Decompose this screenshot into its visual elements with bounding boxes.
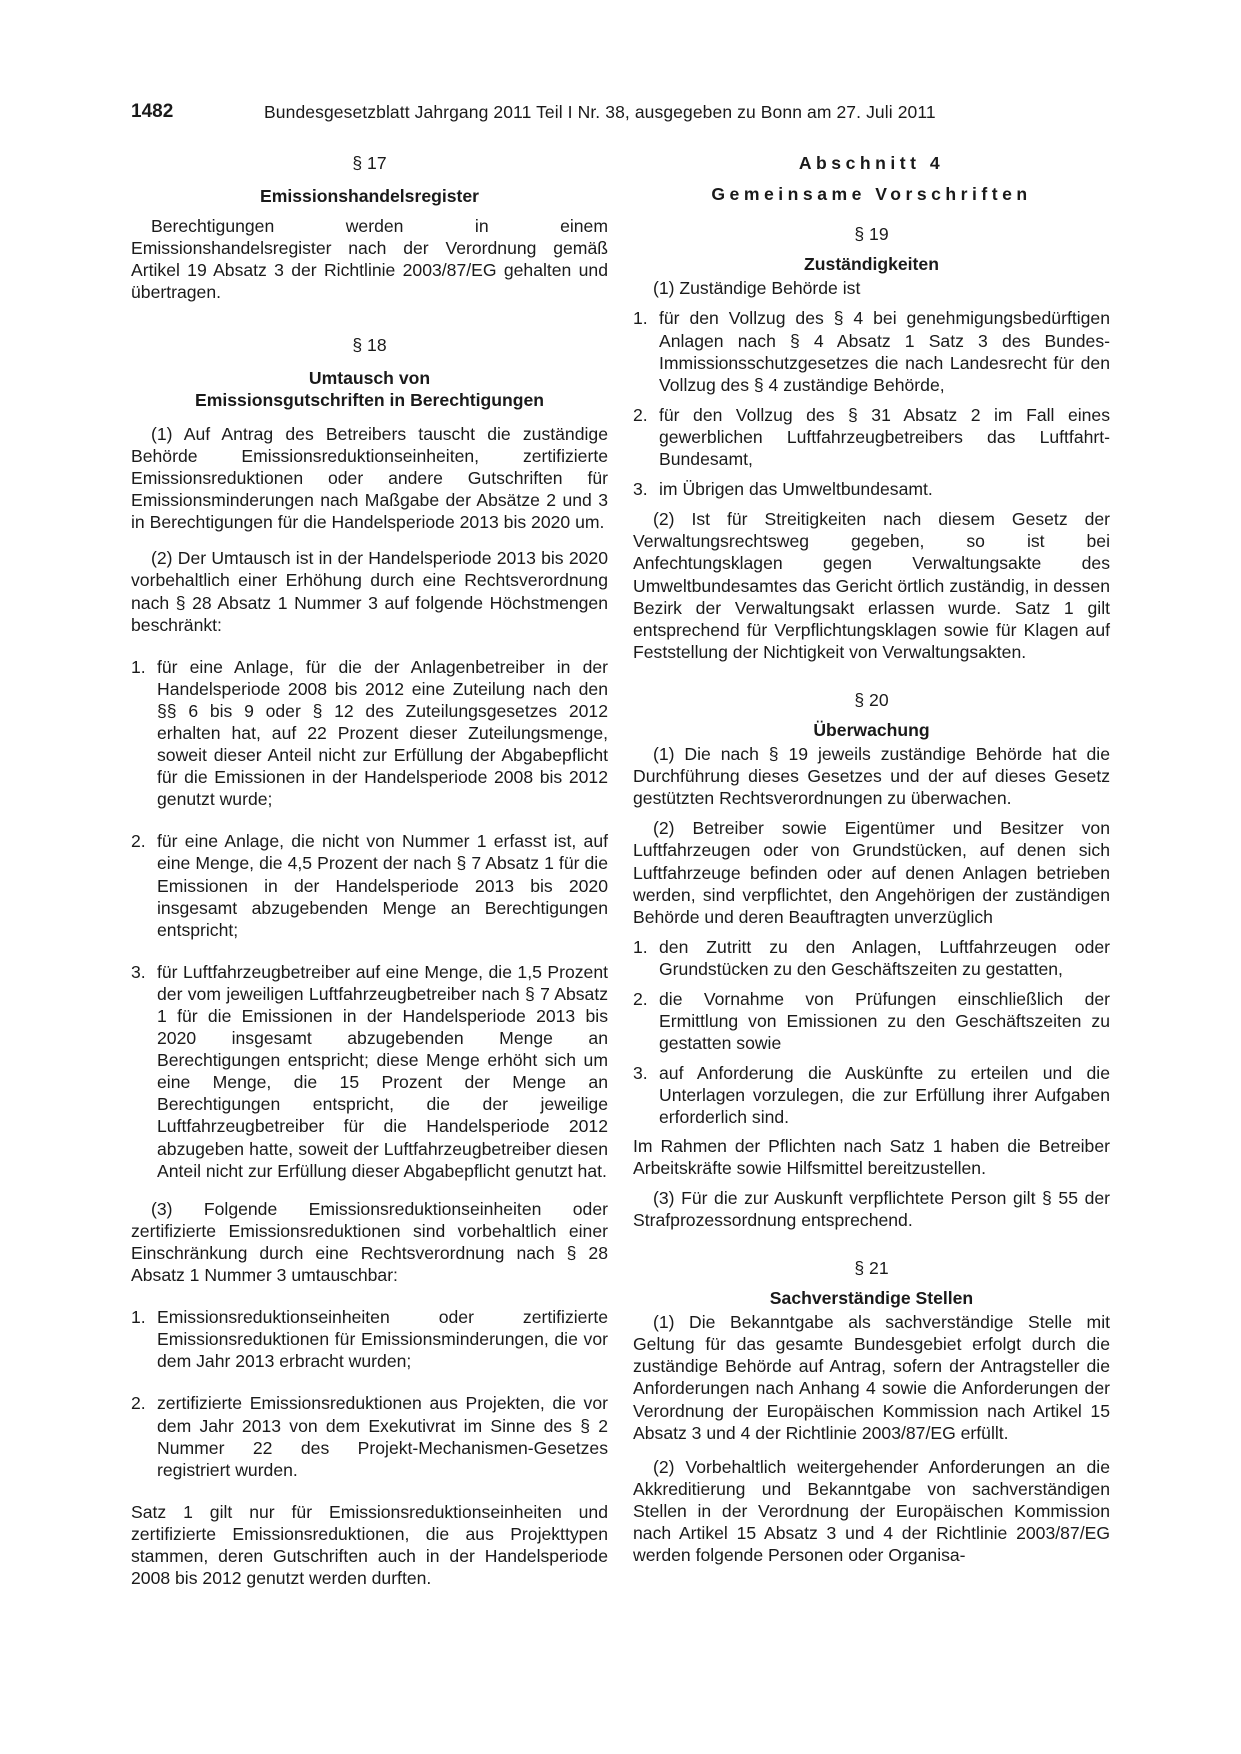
- section-20-paragraph-1: (1) Die nach § 19 jeweils zuständige Behörde hat die Durchführung dieses Gesetzes und der auf dieses Gesetz gestützten Rechtsverordnungen zu überwachen.: [633, 744, 1110, 809]
- list-item-text: zertifizierte Emissionsreduktionen aus Projekten, die vor dem Jahr 2013 von dem Exekutivrat im Sinne des § 2 Nummer 22 des Projekt-Mechanismen-Gesetzes registriert wurden.: [157, 1393, 608, 1480]
- list-item-number: 2.: [633, 404, 648, 425]
- list-item-number: 1.: [633, 936, 648, 957]
- section-21-title: Sachverständige Stellen: [769, 1288, 974, 1309]
- section-19-paragraph-1: (1) Zuständige Behörde ist: [653, 278, 861, 299]
- list-item-text: den Zutritt zu den Anlagen, Luftfahrzeugen oder Grundstücken zu den Geschäftszeiten zu gestatten,: [659, 936, 1110, 979]
- section-20-title: Überwachung: [813, 719, 930, 740]
- section-21-paragraph-1: (1) Die Bekanntgabe als sachverständige Stelle mit Geltung für das gesamte Bundesgebiet erfolgt durch die zuständige Behörde auf Antrag, sofern der Antragsteller die Anforderungen nach Anhang 4 sowie die Anforderungen der Verordnung der Europäischen Kommission nach Artikel 15 Absatz 3 und 4 der Richtlinie 2003/87/EG erfüllt.: [633, 1312, 1110, 1443]
- left-column: [131, 152, 608, 1589]
- list-item-text: im Übrigen das Umweltbundesamt.: [659, 479, 933, 500]
- section-20-paragraph-3: (3) Für die zur Auskunft verpflichtete Person gilt § 55 der Strafprozessordnung entsprechend.: [633, 1187, 1110, 1230]
- section-18-title-line2: Emissionsgutschriften in Berechtigungen: [195, 389, 544, 410]
- list-item-text: für eine Anlage, die nicht von Nummer 1 erfasst ist, auf eine Menge, die 4,5 Prozent der nach § 7 Absatz 1 für die Emissionen in der Handelsperiode 2013 bis 2020 insgesamt abzugebenden Menge an Berechtigungen entspricht;: [157, 831, 608, 940]
- section-18-paragraph-1: (1) Auf Antrag des Betreibers tauscht die zuständige Behörde Emissionsreduktionseinheiten, zertifizierte Emissionsreduktionen oder andere Gutschriften für Emissionsminderungen nach Maßgabe der Absätze 2 und 3 in Berechtigungen für die Handelsperiode 2013 bis 2020 um.: [131, 423, 608, 533]
- section-19-paragraph-2: (2) Ist für Streitigkeiten nach diesem Gesetz der Verwaltungsrechtsweg gegeben, so ist bei Anfechtungsklagen gegen Verwaltungsakte des Umweltbundesamtes das Gericht örtlich zuständig, in dessen Bezirk der Verwaltungsakt erlassen wurde. Satz 1 gilt entsprechend für Verpflichtungsklagen sowie für Klagen auf Feststellung der Nichtigkeit von Verwaltungsakten.: [633, 509, 1110, 662]
- list-item-number: 1.: [131, 1307, 146, 1328]
- list-item-text: auf Anforderung die Auskünfte zu erteilen und die Unterlagen vorzulegen, die zur Erfüllung ihrer Aufgaben erforderlich sind.: [659, 1063, 1110, 1128]
- list-item-text: die Vornahme von Prüfungen einschließlich der Ermittlung von Emissionen zu den Geschäftszeiten zu gestatten sowie: [659, 989, 1110, 1054]
- list-item: [633, 988, 1110, 1054]
- page-header: [131, 101, 1111, 125]
- list-item: [633, 478, 1110, 500]
- list-item: [633, 404, 1110, 470]
- list-item: [633, 1062, 1110, 1128]
- section-20-paragraph-2-continuation: Im Rahmen der Pflichten nach Satz 1 haben die Betreiber Arbeitskräfte sowie Hilfsmittel bereitzustellen.: [633, 1135, 1110, 1178]
- list-item-number: 3.: [131, 961, 146, 982]
- chapter-heading: Abschnitt 4: [798, 153, 945, 173]
- list-item: [633, 307, 1110, 395]
- section-18-paragraph-2: (2) Der Umtausch ist in der Handelsperiode 2013 bis 2020 vorbehaltlich einer Erhöhung durch eine Rechtsverordnung nach § 28 Absatz 1 Nummer 3 auf folgende Höchstmengen beschränkt:: [131, 548, 608, 635]
- right-column: [633, 152, 1110, 1566]
- section-21-paragraph-2: (2) Vorbehaltlich weitergehender Anforderungen an die Akkreditierung und Bekanntgabe von sachverständigen Stellen in der Verordnung der Europäischen Kommission nach Artikel 15 Absatz 3 und 4 der Richtlinie 2003/87/EG werden folgende Personen oder Organisa-: [633, 1456, 1110, 1566]
- list-item: [131, 656, 608, 811]
- list-item-number: 1.: [131, 656, 146, 677]
- list-item-text: Emissionsreduktionseinheiten oder zertifizierte Emissionsreduktionen für Emissionsminderungen, die vor dem Jahr 2013 erbracht wurden;: [157, 1307, 608, 1372]
- list-item-text: für den Vollzug des § 4 bei genehmigungsbedürftigen Anlagen nach § 4 Absatz 1 Satz 3 des Bundes-Immissionsschutzgesetzes die nach Landesrecht für den Vollzug des § 4 zuständige Behörde,: [659, 308, 1110, 395]
- section-17-paragraph: Berechtigungen werden in einem Emissionshandelsregister nach der Verordnung gemäß Artikel 19 Absatz 3 der Richtlinie 2003/87/EG gehalten und übertragen.: [131, 216, 608, 303]
- list-item-text: für eine Anlage, für die der Anlagenbetreiber in der Handelsperiode 2008 bis 2012 eine Zuteilung nach den §§ 6 bis 9 oder § 12 des Zuteilungsgesetzes 2012 erhalten hat, auf 22 Prozent dieser Zuteilungsmenge, soweit dieser Anteil nicht zur Erfüllung der Abgabepflicht für die Emissionen in der Handelsperiode 2008 bis 2012 genutzt wurde;: [157, 656, 608, 810]
- section-20-paragraph-2: (2) Betreiber sowie Eigentümer und Besitzer von Luftfahrzeugen oder von Grundstücken, auf denen sich Luftfahrzeuge befinden oder auf denen Anlagen betrieben werden, sind verpflichtet, den Angehörigen der zuständigen Behörde und deren Beauftragten unverzüglich: [633, 818, 1110, 927]
- list-item: [131, 1306, 608, 1372]
- chapter-title: Gemeinsame Vorschriften: [711, 184, 1032, 205]
- section-19-title: Zuständigkeiten: [804, 254, 939, 275]
- list-item: [131, 961, 608, 1182]
- section-17-number: § 17: [352, 153, 387, 173]
- list-item-number: 1.: [633, 308, 648, 329]
- list-item: [131, 830, 608, 940]
- list-item-number: 3.: [633, 479, 648, 500]
- list-item-number: 2.: [633, 989, 648, 1009]
- list-item-number: 2.: [131, 1393, 146, 1414]
- list-item: [131, 1392, 608, 1480]
- list-item-text: für Luftfahrzeugbetreiber auf eine Menge, die 1,5 Prozent der vom jeweiligen Luftfahrzeugbetreiber nach § 7 Absatz 1 für die Emissionen in der Handelsperiode 2013 bis 2020 insgesamt abzugebenden Menge an Berechtigungen entspricht; diese Menge erhöht sich um eine Menge, die 15 Prozent der Menge an Berechtigungen entspricht, die der jeweilige Luftfahrzeugbetreiber für die Handelsperiode 2012 abzugeben hatte, soweit der Luftfahrzeugbetreiber diesen Anteil nicht zur Erfüllung dieser Abgabepflicht genutzt hat.: [157, 961, 608, 1181]
- section-17-title: Emissionshandelsregister: [259, 186, 480, 207]
- running-header-title: Bundesgesetzblatt Jahrgang 2011 Teil I Nr. 38, ausgegeben zu Bonn am 27. Juli 2011: [264, 102, 936, 122]
- list-item-number: 2.: [131, 831, 146, 852]
- list-item-number: 3.: [633, 1063, 648, 1084]
- section-20-number: § 20: [854, 689, 889, 710]
- page-number: 1482: [131, 101, 174, 122]
- list-item-text: für den Vollzug des § 31 Absatz 2 im Fall eines gewerblichen Luftfahrzeugbetreibers das Luftfahrt-Bundesamt,: [659, 404, 1110, 470]
- list-item: [633, 936, 1110, 980]
- section-18-paragraph-4: Satz 1 gilt nur für Emissionsreduktionseinheiten und zertifizierte Emissionsreduktionen, die aus Projekttypen stammen, deren Gutschriften auch in der Handelsperiode 2008 bis 2012 genutzt werden durften.: [131, 1501, 608, 1589]
- section-18-paragraph-3: (3) Folgende Emissionsreduktionseinheiten oder zertifizierte Emissionsreduktionen sind vorbehaltlich einer Einschränkung durch eine Rechtsverordnung nach § 28 Absatz 1 Nummer 3 umtauschbar:: [131, 1198, 608, 1286]
- section-18-number: § 18: [352, 334, 387, 355]
- section-21-number: § 21: [854, 1257, 889, 1278]
- section-19-number: § 19: [854, 224, 889, 245]
- section-18-title-line1: Umtausch von: [308, 367, 431, 388]
